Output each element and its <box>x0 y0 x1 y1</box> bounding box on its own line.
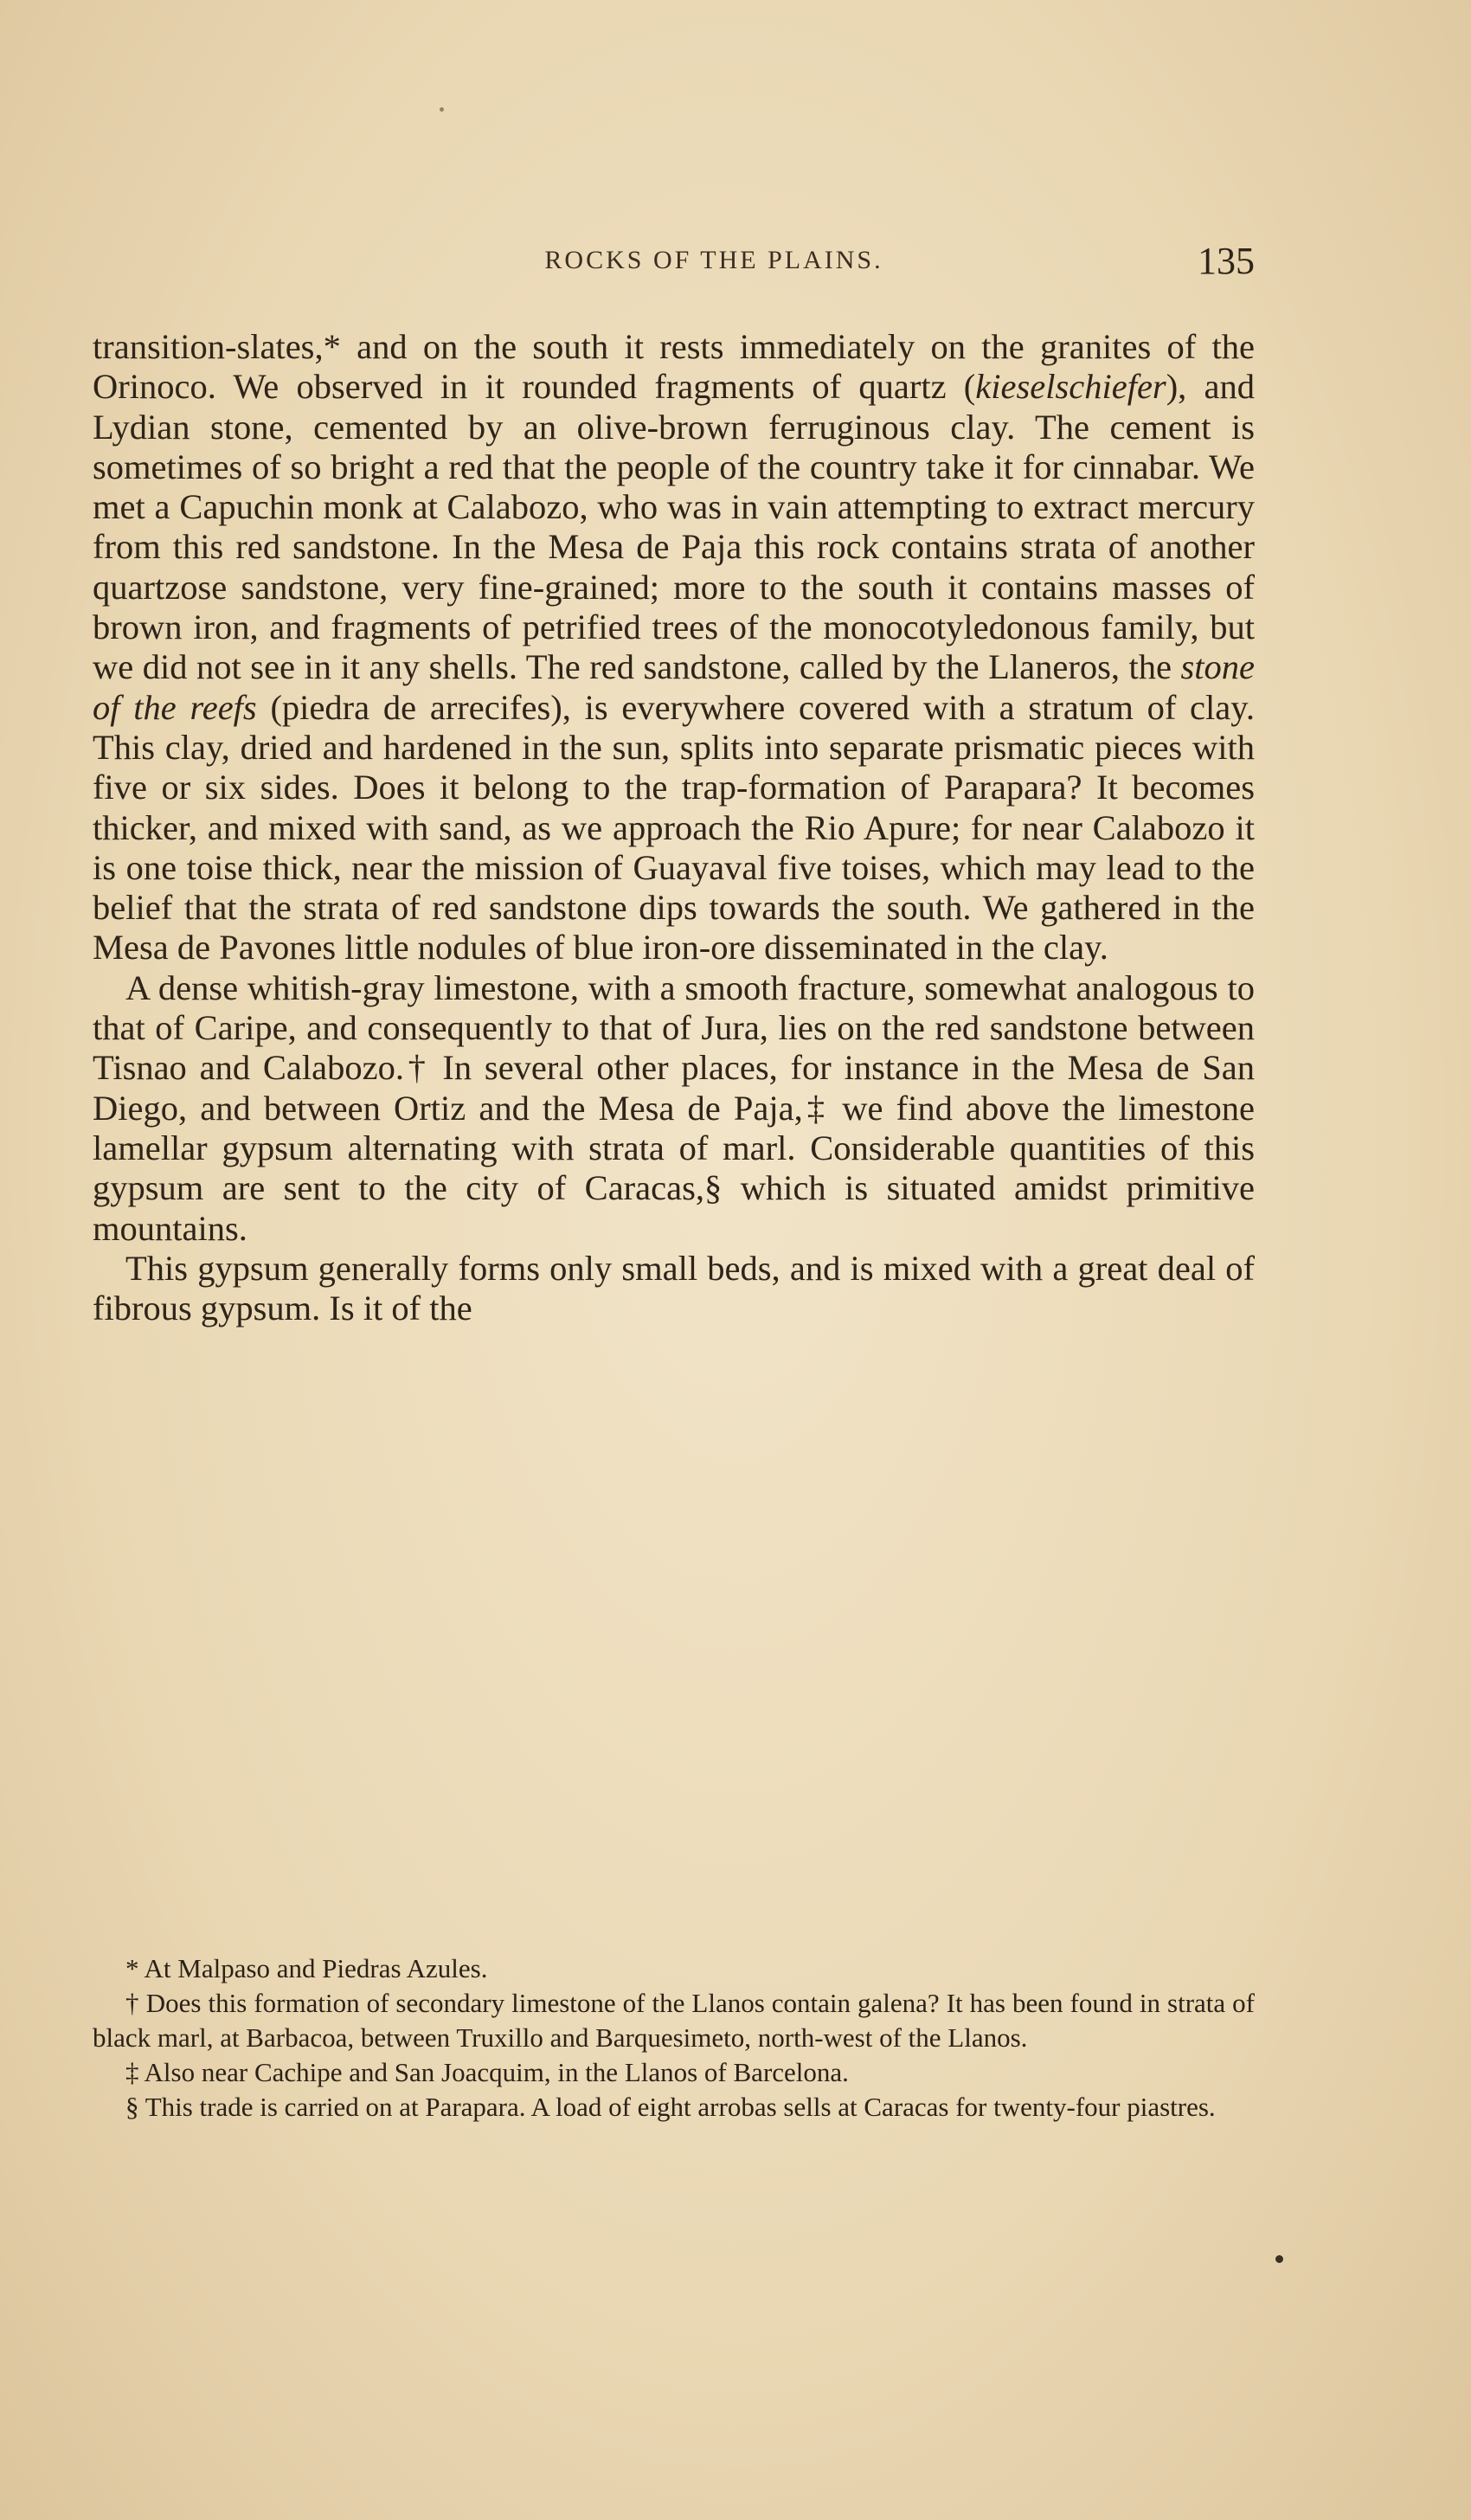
footnote-2: † Does this formation of secondary limestone of the Llanos contain galena? It has been found in strata of black marl, at Barbacoa, between Truxillo and Barquesimeto, north-west of the Llanos. <box>93 1988 1255 2053</box>
paragraph-1-part-c: (piedra de arrecifes), is everywhere covered with a stratum of clay. This clay, dried and hardened in the sun, splits into separate prismatic pieces with five or six sides. Does it belong to the trap-formation of Parapara? It becomes thicker, and mixed with sand, as we approach the Rio Apure; for near Calabozo it is one toise thick, near the mission of Guayaval five toises, which may lead to the belief that the strata of red sandstone dips towards the south. We gathered in the Mesa de Pavones little nodules of blue iron-ore disseminated in the clay. <box>93 687 1256 968</box>
term-stone-of-the-reefs: stone of the reefs <box>93 647 1255 727</box>
paragraph-1-part-b: ), and Lydian stone, cemented by an olive-brown ferruginous clay. The cement is sometimes of so bright a red that the people of the country take it for cinnabar. We met a Capuchin monk at Calabozo, who was in vain attempting to extract mercury from this red sandstone. In the Mesa de Paja this rock contains strata of another quartzose sandstone, very fine-grained; more to the south it contains masses of brown iron, and fragments of petrified trees of the monocotyledonous family, but we did not see in it any shells. The red sandstone, called by the Llaneros, the <box>93 367 1255 687</box>
paragraph-1-part-a: transition-slates,* and on the south it rests immediately on the granites of the Orinoco. We observed in it rounded fragments of quartz ( <box>93 327 1255 407</box>
ink-speck <box>1275 2255 1283 2263</box>
footnotes <box>93 1951 1255 2125</box>
main-text <box>93 327 1255 1328</box>
running-head: ROCKS OF THE PLAINS. <box>544 246 883 274</box>
page-number: 135 <box>1198 240 1255 282</box>
ink-speck-top <box>440 107 444 112</box>
paragraph-3: This gypsum generally forms only small beds, and is mixed with a great deal of fibrous gypsum. Is it of the <box>93 1248 1255 1328</box>
footnote-3: ‡ Also near Cachipe and San Joacquim, in the Llanos of Barcelona. <box>125 2057 849 2087</box>
paragraph-1 <box>93 327 1255 968</box>
footnote-1: * At Malpaso and Piedras Azules. <box>125 1953 488 1983</box>
page-header <box>173 239 1255 291</box>
term-kieselschiefer: kieselschiefer <box>975 367 1166 407</box>
footnote-4: § This trade is carried on at Parapara. A load of eight arrobas sells at Caracas for twenty-four piastres. <box>125 2092 1216 2122</box>
paragraph-2: A dense whitish-gray limestone, with a smooth fracture, somewhat analogous to that of Caripe, and consequently to that of Jura, lies on the red sandstone between Tisnao and Calabozo.† In several other places, for instance in the Mesa de San Diego, and between Ortiz and the Mesa de Paja,‡ we find above the limestone lamellar gypsum alternating with strata of marl. Considerable quantities of this gypsum are sent to the city of Caracas,§ which is situated amidst primitive mountains. <box>93 968 1255 1248</box>
